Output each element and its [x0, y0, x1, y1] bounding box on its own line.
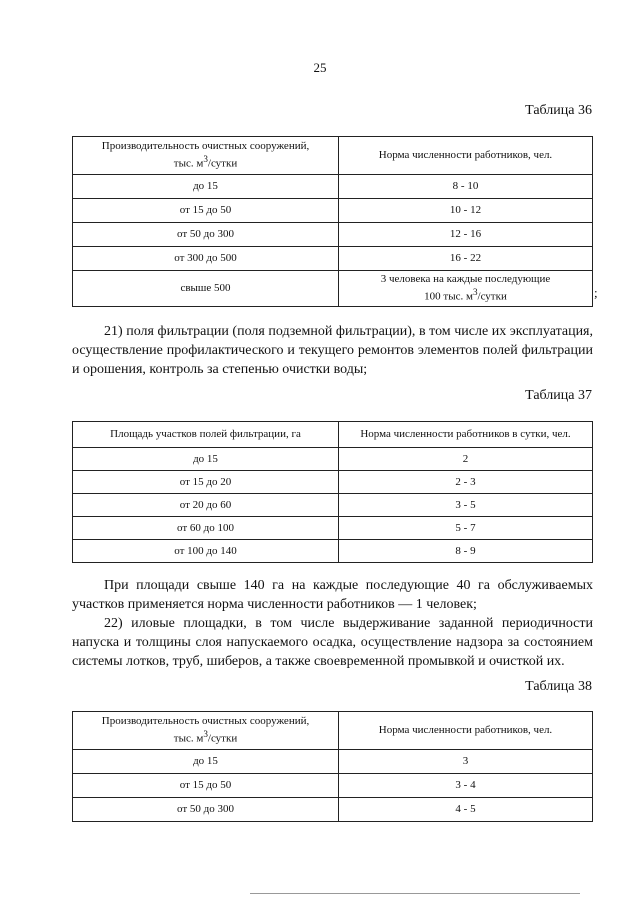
table-cell-range: от 300 до 500 [73, 247, 339, 271]
table-cell-range: от 15 до 50 [73, 774, 339, 798]
table-cell-range: от 60 до 100 [73, 517, 339, 540]
table-row [73, 798, 593, 822]
table-cell-norm: 10 - 12 [339, 199, 593, 223]
table-cell-norm: 3 человека на каждые последующие 100 тыс. $м^3$/сутки [339, 271, 593, 307]
table-cell-norm: 5 - 7 [339, 517, 593, 540]
table-row [73, 247, 593, 271]
table-row [73, 750, 593, 774]
table-cell-range: от 50 до 300 [73, 798, 339, 822]
table-37-caption: Таблица 37 [525, 388, 592, 403]
table-cell-range: от 100 до 140 [73, 540, 339, 563]
table-36-header-row [73, 137, 593, 175]
paragraph-21: 21) поля фильтрации (поля подземной фильтрации), в том числе их эксплуатация, осуществление профилактического и текущего ремонтов элементов полей фильтрации и орошения, контроль за степенью очистки воды; [72, 324, 593, 377]
table-cell-range: от 15 до 20 [73, 471, 339, 494]
bottom-divider [250, 893, 580, 894]
table-36 [72, 136, 593, 307]
table-cell-range: свыше 500 [73, 271, 339, 307]
table-cell-range: от 20 до 60 [73, 494, 339, 517]
table-row [73, 223, 593, 247]
table-cell-range: от 50 до 300 [73, 223, 339, 247]
table-38-header-capacity: Производительность очистных сооружений, тыс. $м^3$/сутки [73, 712, 339, 750]
table-36-header-capacity: Производительность очистных сооружений, тыс. $м^3$/сутки [73, 137, 339, 175]
paragraph-area-note: При площади свыше 140 га на каждые последующие 40 га обслуживаемых участков применяется норма численности работников — 1 человек; [72, 578, 593, 612]
table-cell-norm: 4 - 5 [339, 798, 593, 822]
table-36-header-norm: Норма численности работников, чел. [339, 137, 593, 175]
table-36-trailing-semicolon: ; [594, 285, 598, 300]
table-37 [72, 421, 593, 563]
table-row [73, 517, 593, 540]
table-row [73, 271, 593, 307]
table-cell-norm: 8 - 9 [339, 540, 593, 563]
table-cell-norm: 12 - 16 [339, 223, 593, 247]
table-row [73, 471, 593, 494]
table-37-header-norm: Норма численности работников в сутки, чел. [339, 422, 593, 448]
table-cell-range: до 15 [73, 750, 339, 774]
table-38-header-row [73, 712, 593, 750]
table-row [73, 494, 593, 517]
table-36-caption: Таблица 36 [525, 103, 592, 118]
table-row [73, 540, 593, 563]
table-row [73, 175, 593, 199]
table-cell-norm: 3 - 4 [339, 774, 593, 798]
table-cell-range: до 15 [73, 175, 339, 199]
table-38-header-norm: Норма численности работников, чел. [339, 712, 593, 750]
paragraph-22: 22) иловые площадки, в том числе выдерживание заданной периодичности напуска и толщины слоя напускаемого осадка, осуществление надзора за состоянием системы лотков, труб, шиберов, а также своевременной промывкой и очисткой их. [72, 616, 593, 669]
table-cell-norm: 3 [339, 750, 593, 774]
table-cell-range: до 15 [73, 448, 339, 471]
table-cell-norm: 16 - 22 [339, 247, 593, 271]
table-cell-range: от 15 до 50 [73, 199, 339, 223]
table-row [73, 774, 593, 798]
table-cell-norm: 2 - 3 [339, 471, 593, 494]
table-38 [72, 711, 593, 822]
table-38-caption: Таблица 38 [525, 679, 592, 694]
table-row [73, 448, 593, 471]
table-37-header-row [73, 422, 593, 448]
table-cell-norm: 2 [339, 448, 593, 471]
table-cell-norm: 3 - 5 [339, 494, 593, 517]
page-number: 25 [313, 60, 327, 75]
table-37-header-area: Площадь участков полей фильтрации, га [73, 422, 339, 448]
table-cell-norm: 8 - 10 [339, 175, 593, 199]
table-row [73, 199, 593, 223]
